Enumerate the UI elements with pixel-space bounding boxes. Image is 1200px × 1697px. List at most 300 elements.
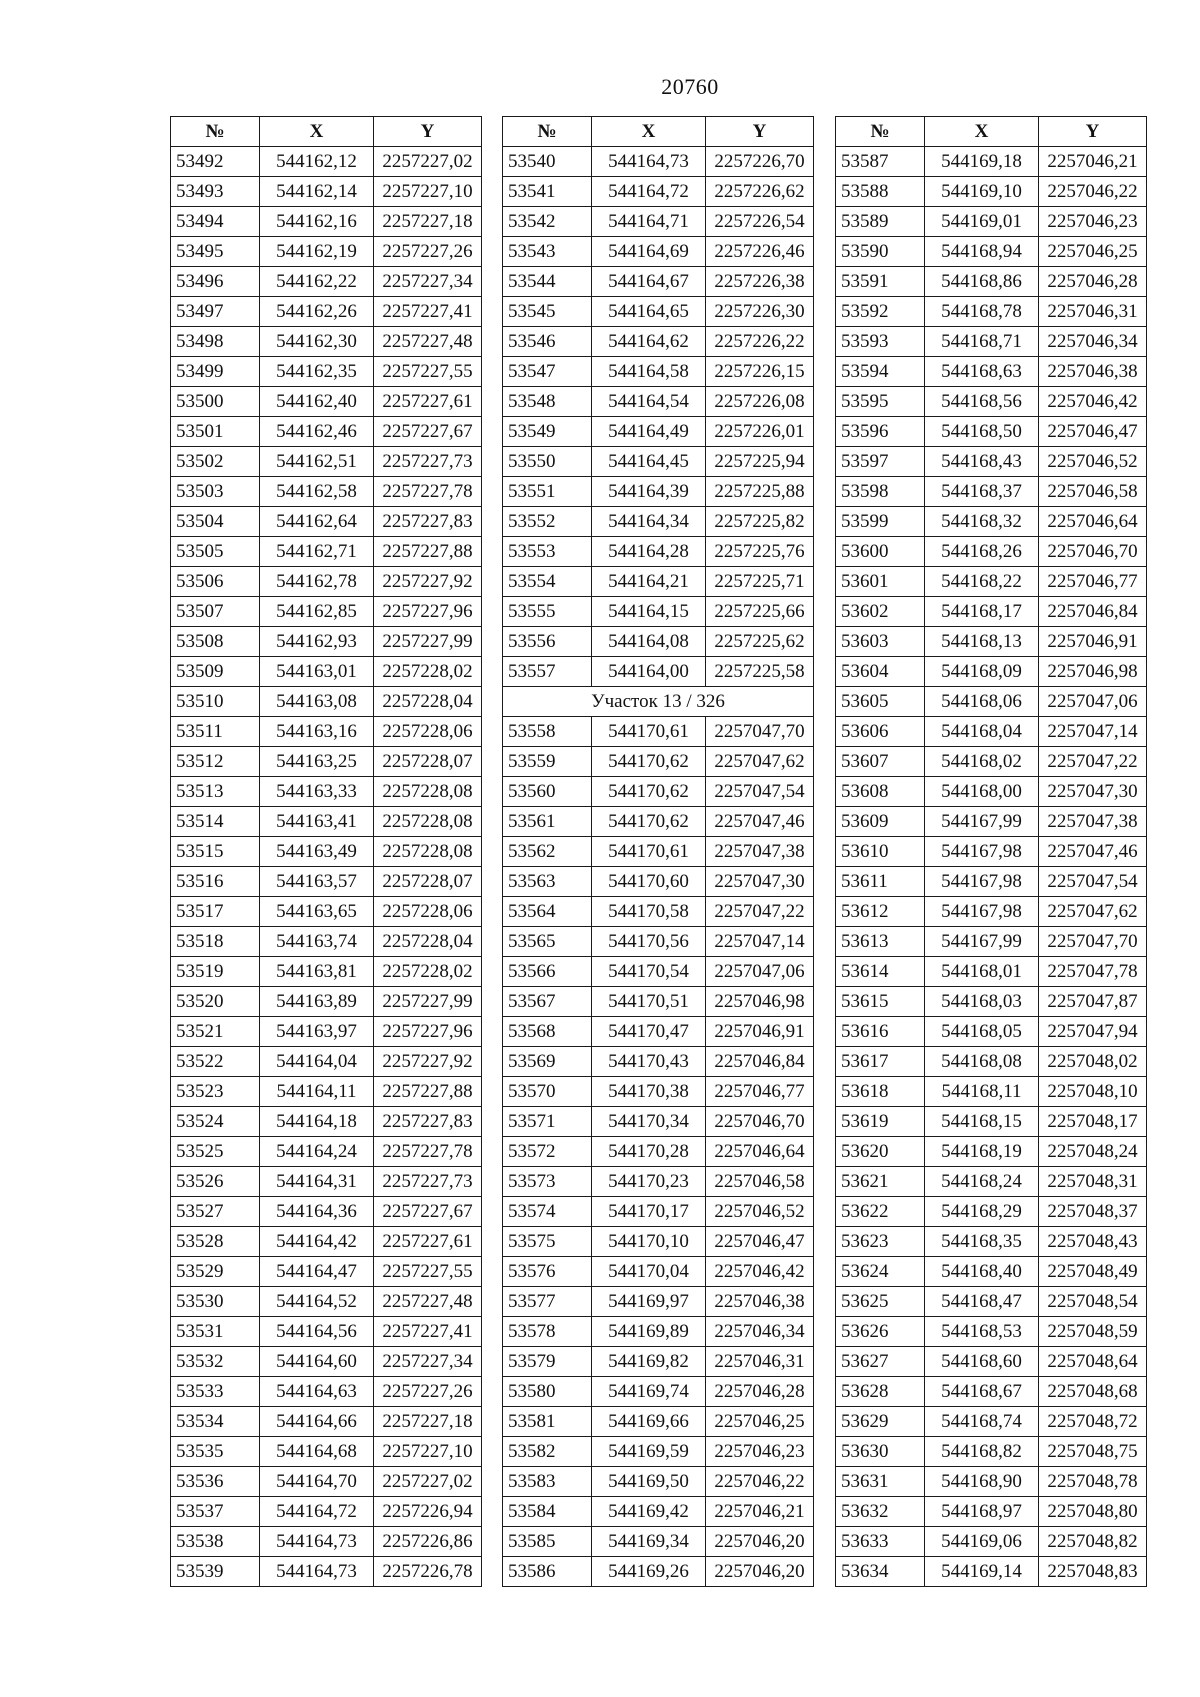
x-coordinate-cell: 544168,56 bbox=[925, 387, 1039, 417]
y-coordinate-cell: 2257046,47 bbox=[1039, 417, 1147, 447]
x-coordinate-cell: 544164,36 bbox=[260, 1197, 374, 1227]
y-coordinate-cell: 2257227,83 bbox=[374, 1107, 482, 1137]
y-coordinate-cell: 2257046,42 bbox=[706, 1257, 814, 1287]
y-coordinate-cell: 2257228,02 bbox=[374, 957, 482, 987]
table-row bbox=[836, 1527, 1147, 1557]
point-number-cell: 53565 bbox=[503, 927, 592, 957]
table-row bbox=[836, 657, 1147, 687]
y-coordinate-cell: 2257046,84 bbox=[706, 1047, 814, 1077]
y-coordinate-cell: 2257047,06 bbox=[706, 957, 814, 987]
table-row bbox=[836, 1167, 1147, 1197]
point-number-cell: 53552 bbox=[503, 507, 592, 537]
x-coordinate-cell: 544170,62 bbox=[592, 777, 706, 807]
point-number-cell: 53584 bbox=[503, 1497, 592, 1527]
x-coordinate-cell: 544164,60 bbox=[260, 1347, 374, 1377]
x-coordinate-cell: 544162,12 bbox=[260, 147, 374, 177]
x-coordinate-cell: 544170,61 bbox=[592, 717, 706, 747]
point-number-cell: 53586 bbox=[503, 1557, 592, 1587]
x-coordinate-cell: 544168,50 bbox=[925, 417, 1039, 447]
section-row bbox=[503, 687, 814, 717]
x-coordinate-cell: 544163,25 bbox=[260, 747, 374, 777]
x-coordinate-cell: 544163,01 bbox=[260, 657, 374, 687]
table-row bbox=[171, 867, 482, 897]
point-number-cell: 53606 bbox=[836, 717, 925, 747]
y-coordinate-cell: 2257225,76 bbox=[706, 537, 814, 567]
y-coordinate-cell: 2257228,08 bbox=[374, 837, 482, 867]
column-header-x: X bbox=[925, 117, 1039, 147]
point-number-cell: 53604 bbox=[836, 657, 925, 687]
table-row bbox=[503, 717, 814, 747]
point-number-cell: 53551 bbox=[503, 477, 592, 507]
table-row bbox=[171, 177, 482, 207]
y-coordinate-cell: 2257046,70 bbox=[706, 1107, 814, 1137]
point-number-cell: 53582 bbox=[503, 1437, 592, 1467]
y-coordinate-cell: 2257228,04 bbox=[374, 927, 482, 957]
y-coordinate-cell: 2257047,78 bbox=[1039, 957, 1147, 987]
y-coordinate-cell: 2257047,70 bbox=[706, 717, 814, 747]
table-row bbox=[171, 927, 482, 957]
point-number-cell: 53496 bbox=[171, 267, 260, 297]
x-coordinate-cell: 544162,35 bbox=[260, 357, 374, 387]
table-row bbox=[171, 1437, 482, 1467]
y-coordinate-cell: 2257227,34 bbox=[374, 1347, 482, 1377]
point-number-cell: 53523 bbox=[171, 1077, 260, 1107]
table-row bbox=[836, 627, 1147, 657]
y-coordinate-cell: 2257227,10 bbox=[374, 177, 482, 207]
point-number-cell: 53611 bbox=[836, 867, 925, 897]
point-number-cell: 53628 bbox=[836, 1377, 925, 1407]
table-header-row bbox=[836, 117, 1147, 147]
point-number-cell: 53605 bbox=[836, 687, 925, 717]
table-row bbox=[171, 1137, 482, 1167]
point-number-cell: 53563 bbox=[503, 867, 592, 897]
table-row bbox=[836, 927, 1147, 957]
table-row bbox=[836, 207, 1147, 237]
point-number-cell: 53567 bbox=[503, 987, 592, 1017]
x-coordinate-cell: 544164,15 bbox=[592, 597, 706, 627]
x-coordinate-cell: 544168,43 bbox=[925, 447, 1039, 477]
point-number-cell: 53504 bbox=[171, 507, 260, 537]
x-coordinate-cell: 544163,74 bbox=[260, 927, 374, 957]
y-coordinate-cell: 2257046,58 bbox=[1039, 477, 1147, 507]
point-number-cell: 53600 bbox=[836, 537, 925, 567]
table-row bbox=[836, 1557, 1147, 1587]
x-coordinate-cell: 544162,64 bbox=[260, 507, 374, 537]
x-coordinate-cell: 544170,56 bbox=[592, 927, 706, 957]
point-number-cell: 53528 bbox=[171, 1227, 260, 1257]
table-row bbox=[503, 1527, 814, 1557]
x-coordinate-cell: 544164,71 bbox=[592, 207, 706, 237]
point-number-cell: 53624 bbox=[836, 1257, 925, 1287]
y-coordinate-cell: 2257046,70 bbox=[1039, 537, 1147, 567]
x-coordinate-cell: 544164,00 bbox=[592, 657, 706, 687]
point-number-cell: 53527 bbox=[171, 1197, 260, 1227]
point-number-cell: 53620 bbox=[836, 1137, 925, 1167]
table-row bbox=[836, 987, 1147, 1017]
y-coordinate-cell: 2257227,61 bbox=[374, 387, 482, 417]
table-row bbox=[503, 1077, 814, 1107]
y-coordinate-cell: 2257046,28 bbox=[1039, 267, 1147, 297]
table-row bbox=[171, 1077, 482, 1107]
x-coordinate-cell: 544170,51 bbox=[592, 987, 706, 1017]
column-header-x: X bbox=[260, 117, 374, 147]
point-number-cell: 53616 bbox=[836, 1017, 925, 1047]
point-number-cell: 53566 bbox=[503, 957, 592, 987]
point-number-cell: 53497 bbox=[171, 297, 260, 327]
table-row bbox=[171, 1287, 482, 1317]
point-number-cell: 53564 bbox=[503, 897, 592, 927]
y-coordinate-cell: 2257048,37 bbox=[1039, 1197, 1147, 1227]
table-row bbox=[503, 507, 814, 537]
column-header-y: Y bbox=[706, 117, 814, 147]
table-header-row bbox=[171, 117, 482, 147]
point-number-cell: 53603 bbox=[836, 627, 925, 657]
y-coordinate-cell: 2257227,83 bbox=[374, 507, 482, 537]
point-number-cell: 53505 bbox=[171, 537, 260, 567]
table-row bbox=[171, 1497, 482, 1527]
point-number-cell: 53538 bbox=[171, 1527, 260, 1557]
table-row bbox=[171, 1227, 482, 1257]
x-coordinate-cell: 544169,42 bbox=[592, 1497, 706, 1527]
x-coordinate-cell: 544164,66 bbox=[260, 1407, 374, 1437]
x-coordinate-cell: 544167,99 bbox=[925, 927, 1039, 957]
table-row bbox=[171, 1557, 482, 1587]
y-coordinate-cell: 2257047,14 bbox=[1039, 717, 1147, 747]
point-number-cell: 53530 bbox=[171, 1287, 260, 1317]
y-coordinate-cell: 2257227,34 bbox=[374, 267, 482, 297]
x-coordinate-cell: 544168,40 bbox=[925, 1257, 1039, 1287]
table-row bbox=[503, 927, 814, 957]
x-coordinate-cell: 544168,90 bbox=[925, 1467, 1039, 1497]
x-coordinate-cell: 544164,47 bbox=[260, 1257, 374, 1287]
coordinates-table-2 bbox=[502, 116, 814, 1587]
table-row bbox=[503, 1377, 814, 1407]
point-number-cell: 53578 bbox=[503, 1317, 592, 1347]
table-row bbox=[171, 537, 482, 567]
point-number-cell: 53627 bbox=[836, 1347, 925, 1377]
table-row bbox=[171, 387, 482, 417]
point-number-cell: 53553 bbox=[503, 537, 592, 567]
point-number-cell: 53610 bbox=[836, 837, 925, 867]
y-coordinate-cell: 2257047,38 bbox=[1039, 807, 1147, 837]
point-number-cell: 53557 bbox=[503, 657, 592, 687]
point-number-cell: 53500 bbox=[171, 387, 260, 417]
x-coordinate-cell: 544164,73 bbox=[260, 1557, 374, 1587]
x-coordinate-cell: 544169,66 bbox=[592, 1407, 706, 1437]
y-coordinate-cell: 2257048,75 bbox=[1039, 1437, 1147, 1467]
point-number-cell: 53588 bbox=[836, 177, 925, 207]
table-row bbox=[171, 1107, 482, 1137]
point-number-cell: 53529 bbox=[171, 1257, 260, 1287]
point-number-cell: 53534 bbox=[171, 1407, 260, 1437]
x-coordinate-cell: 544168,22 bbox=[925, 567, 1039, 597]
point-number-cell: 53590 bbox=[836, 237, 925, 267]
point-number-cell: 53499 bbox=[171, 357, 260, 387]
y-coordinate-cell: 2257228,06 bbox=[374, 897, 482, 927]
y-coordinate-cell: 2257047,54 bbox=[706, 777, 814, 807]
y-coordinate-cell: 2257227,10 bbox=[374, 1437, 482, 1467]
x-coordinate-cell: 544167,99 bbox=[925, 807, 1039, 837]
table-row bbox=[503, 207, 814, 237]
table-row bbox=[503, 807, 814, 837]
y-coordinate-cell: 2257046,21 bbox=[1039, 147, 1147, 177]
point-number-cell: 53633 bbox=[836, 1527, 925, 1557]
x-coordinate-cell: 544163,97 bbox=[260, 1017, 374, 1047]
y-coordinate-cell: 2257047,14 bbox=[706, 927, 814, 957]
x-coordinate-cell: 544168,74 bbox=[925, 1407, 1039, 1437]
x-coordinate-cell: 544168,63 bbox=[925, 357, 1039, 387]
table-row bbox=[503, 747, 814, 777]
y-coordinate-cell: 2257228,02 bbox=[374, 657, 482, 687]
x-coordinate-cell: 544164,08 bbox=[592, 627, 706, 657]
point-number-cell: 53510 bbox=[171, 687, 260, 717]
point-number-cell: 53597 bbox=[836, 447, 925, 477]
table-row bbox=[836, 327, 1147, 357]
y-coordinate-cell: 2257227,67 bbox=[374, 1197, 482, 1227]
table-row bbox=[836, 1317, 1147, 1347]
point-number-cell: 53568 bbox=[503, 1017, 592, 1047]
point-number-cell: 53572 bbox=[503, 1137, 592, 1167]
point-number-cell: 53522 bbox=[171, 1047, 260, 1077]
y-coordinate-cell: 2257227,99 bbox=[374, 627, 482, 657]
y-coordinate-cell: 2257226,86 bbox=[374, 1527, 482, 1557]
y-coordinate-cell: 2257226,15 bbox=[706, 357, 814, 387]
x-coordinate-cell: 544168,04 bbox=[925, 717, 1039, 747]
x-coordinate-cell: 544168,32 bbox=[925, 507, 1039, 537]
x-coordinate-cell: 544168,47 bbox=[925, 1287, 1039, 1317]
y-coordinate-cell: 2257227,67 bbox=[374, 417, 482, 447]
table-row bbox=[171, 1347, 482, 1377]
point-number-cell: 53560 bbox=[503, 777, 592, 807]
y-coordinate-cell: 2257228,06 bbox=[374, 717, 482, 747]
x-coordinate-cell: 544164,63 bbox=[260, 1377, 374, 1407]
y-coordinate-cell: 2257225,58 bbox=[706, 657, 814, 687]
table-row bbox=[503, 1137, 814, 1167]
y-coordinate-cell: 2257227,88 bbox=[374, 1077, 482, 1107]
y-coordinate-cell: 2257048,10 bbox=[1039, 1077, 1147, 1107]
y-coordinate-cell: 2257227,96 bbox=[374, 1017, 482, 1047]
table-row bbox=[503, 987, 814, 1017]
y-coordinate-cell: 2257225,82 bbox=[706, 507, 814, 537]
table-row bbox=[171, 777, 482, 807]
table-row bbox=[171, 1047, 482, 1077]
x-coordinate-cell: 544170,62 bbox=[592, 807, 706, 837]
point-number-cell: 53539 bbox=[171, 1557, 260, 1587]
y-coordinate-cell: 2257047,30 bbox=[1039, 777, 1147, 807]
table-row bbox=[836, 837, 1147, 867]
point-number-cell: 53575 bbox=[503, 1227, 592, 1257]
y-coordinate-cell: 2257227,02 bbox=[374, 147, 482, 177]
y-coordinate-cell: 2257046,98 bbox=[1039, 657, 1147, 687]
point-number-cell: 53554 bbox=[503, 567, 592, 597]
y-coordinate-cell: 2257046,52 bbox=[706, 1197, 814, 1227]
point-number-cell: 53581 bbox=[503, 1407, 592, 1437]
point-number-cell: 53602 bbox=[836, 597, 925, 627]
point-number-cell: 53550 bbox=[503, 447, 592, 477]
point-number-cell: 53593 bbox=[836, 327, 925, 357]
table-row bbox=[836, 1497, 1147, 1527]
x-coordinate-cell: 544169,26 bbox=[592, 1557, 706, 1587]
x-coordinate-cell: 544164,72 bbox=[592, 177, 706, 207]
point-number-cell: 53617 bbox=[836, 1047, 925, 1077]
point-number-cell: 53580 bbox=[503, 1377, 592, 1407]
table-row bbox=[503, 567, 814, 597]
y-coordinate-cell: 2257228,07 bbox=[374, 867, 482, 897]
y-coordinate-cell: 2257227,41 bbox=[374, 1317, 482, 1347]
table-row bbox=[503, 327, 814, 357]
table-row bbox=[171, 627, 482, 657]
table-row bbox=[503, 1347, 814, 1377]
table-row bbox=[836, 297, 1147, 327]
y-coordinate-cell: 2257047,38 bbox=[706, 837, 814, 867]
point-number-cell: 53543 bbox=[503, 237, 592, 267]
x-coordinate-cell: 544162,71 bbox=[260, 537, 374, 567]
y-coordinate-cell: 2257048,17 bbox=[1039, 1107, 1147, 1137]
y-coordinate-cell: 2257228,07 bbox=[374, 747, 482, 777]
table-row bbox=[503, 1557, 814, 1587]
point-number-cell: 53541 bbox=[503, 177, 592, 207]
table-row bbox=[171, 987, 482, 1017]
y-coordinate-cell: 2257048,59 bbox=[1039, 1317, 1147, 1347]
x-coordinate-cell: 544170,62 bbox=[592, 747, 706, 777]
x-coordinate-cell: 544168,06 bbox=[925, 687, 1039, 717]
point-number-cell: 53571 bbox=[503, 1107, 592, 1137]
table-row bbox=[503, 777, 814, 807]
point-number-cell: 53532 bbox=[171, 1347, 260, 1377]
x-coordinate-cell: 544164,56 bbox=[260, 1317, 374, 1347]
point-number-cell: 53622 bbox=[836, 1197, 925, 1227]
point-number-cell: 53558 bbox=[503, 717, 592, 747]
table-row bbox=[171, 267, 482, 297]
x-coordinate-cell: 544163,89 bbox=[260, 987, 374, 1017]
y-coordinate-cell: 2257227,99 bbox=[374, 987, 482, 1017]
table-row bbox=[503, 477, 814, 507]
y-coordinate-cell: 2257048,68 bbox=[1039, 1377, 1147, 1407]
point-number-cell: 53525 bbox=[171, 1137, 260, 1167]
point-number-cell: 53535 bbox=[171, 1437, 260, 1467]
x-coordinate-cell: 544170,47 bbox=[592, 1017, 706, 1047]
point-number-cell: 53609 bbox=[836, 807, 925, 837]
x-coordinate-cell: 544164,42 bbox=[260, 1227, 374, 1257]
point-number-cell: 53526 bbox=[171, 1167, 260, 1197]
column-header-x: X bbox=[592, 117, 706, 147]
table-row bbox=[171, 357, 482, 387]
point-number-cell: 53599 bbox=[836, 507, 925, 537]
y-coordinate-cell: 2257226,46 bbox=[706, 237, 814, 267]
y-coordinate-cell: 2257047,87 bbox=[1039, 987, 1147, 1017]
x-coordinate-cell: 544162,51 bbox=[260, 447, 374, 477]
y-coordinate-cell: 2257046,77 bbox=[706, 1077, 814, 1107]
y-coordinate-cell: 2257046,84 bbox=[1039, 597, 1147, 627]
y-coordinate-cell: 2257047,22 bbox=[706, 897, 814, 927]
x-coordinate-cell: 544164,04 bbox=[260, 1047, 374, 1077]
y-coordinate-cell: 2257047,62 bbox=[1039, 897, 1147, 927]
y-coordinate-cell: 2257227,18 bbox=[374, 1407, 482, 1437]
x-coordinate-cell: 544168,71 bbox=[925, 327, 1039, 357]
table-row bbox=[836, 1137, 1147, 1167]
x-coordinate-cell: 544162,93 bbox=[260, 627, 374, 657]
x-coordinate-cell: 544168,29 bbox=[925, 1197, 1039, 1227]
y-coordinate-cell: 2257046,38 bbox=[1039, 357, 1147, 387]
table-row bbox=[503, 837, 814, 867]
x-coordinate-cell: 544163,08 bbox=[260, 687, 374, 717]
point-number-cell: 53595 bbox=[836, 387, 925, 417]
y-coordinate-cell: 2257048,80 bbox=[1039, 1497, 1147, 1527]
x-coordinate-cell: 544168,97 bbox=[925, 1497, 1039, 1527]
point-number-cell: 53562 bbox=[503, 837, 592, 867]
x-coordinate-cell: 544168,78 bbox=[925, 297, 1039, 327]
y-coordinate-cell: 2257046,47 bbox=[706, 1227, 814, 1257]
x-coordinate-cell: 544168,00 bbox=[925, 777, 1039, 807]
x-coordinate-cell: 544169,06 bbox=[925, 1527, 1039, 1557]
x-coordinate-cell: 544169,14 bbox=[925, 1557, 1039, 1587]
y-coordinate-cell: 2257046,64 bbox=[706, 1137, 814, 1167]
x-coordinate-cell: 544169,89 bbox=[592, 1317, 706, 1347]
table-row bbox=[171, 1017, 482, 1047]
x-coordinate-cell: 544162,78 bbox=[260, 567, 374, 597]
y-coordinate-cell: 2257227,96 bbox=[374, 597, 482, 627]
point-number-cell: 53619 bbox=[836, 1107, 925, 1137]
x-coordinate-cell: 544164,67 bbox=[592, 267, 706, 297]
table-row bbox=[836, 1107, 1147, 1137]
table-row bbox=[836, 267, 1147, 297]
x-coordinate-cell: 544168,26 bbox=[925, 537, 1039, 567]
y-coordinate-cell: 2257047,54 bbox=[1039, 867, 1147, 897]
table-row bbox=[503, 1287, 814, 1317]
point-number-cell: 53537 bbox=[171, 1497, 260, 1527]
y-coordinate-cell: 2257226,70 bbox=[706, 147, 814, 177]
x-coordinate-cell: 544162,40 bbox=[260, 387, 374, 417]
point-number-cell: 53576 bbox=[503, 1257, 592, 1287]
y-coordinate-cell: 2257048,83 bbox=[1039, 1557, 1147, 1587]
y-coordinate-cell: 2257048,64 bbox=[1039, 1347, 1147, 1377]
x-coordinate-cell: 544168,82 bbox=[925, 1437, 1039, 1467]
point-number-cell: 53547 bbox=[503, 357, 592, 387]
table-row bbox=[171, 207, 482, 237]
x-coordinate-cell: 544170,04 bbox=[592, 1257, 706, 1287]
x-coordinate-cell: 544164,34 bbox=[592, 507, 706, 537]
x-coordinate-cell: 544164,21 bbox=[592, 567, 706, 597]
point-number-cell: 53621 bbox=[836, 1167, 925, 1197]
x-coordinate-cell: 544170,34 bbox=[592, 1107, 706, 1137]
point-number-cell: 53508 bbox=[171, 627, 260, 657]
point-number-cell: 53559 bbox=[503, 747, 592, 777]
table-row bbox=[503, 1017, 814, 1047]
point-number-cell: 53569 bbox=[503, 1047, 592, 1077]
point-number-cell: 53548 bbox=[503, 387, 592, 417]
table-row bbox=[836, 1437, 1147, 1467]
table-row bbox=[503, 897, 814, 927]
table-row bbox=[503, 237, 814, 267]
y-coordinate-cell: 2257046,34 bbox=[1039, 327, 1147, 357]
table-row bbox=[836, 747, 1147, 777]
x-coordinate-cell: 544168,13 bbox=[925, 627, 1039, 657]
table-row bbox=[503, 417, 814, 447]
point-number-cell: 53515 bbox=[171, 837, 260, 867]
point-number-cell: 53614 bbox=[836, 957, 925, 987]
table-row bbox=[503, 357, 814, 387]
x-coordinate-cell: 544169,59 bbox=[592, 1437, 706, 1467]
x-coordinate-cell: 544162,14 bbox=[260, 177, 374, 207]
point-number-cell: 53612 bbox=[836, 897, 925, 927]
section-title: Участок 13 / 326 bbox=[503, 687, 814, 717]
point-number-cell: 53613 bbox=[836, 927, 925, 957]
x-coordinate-cell: 544167,98 bbox=[925, 867, 1039, 897]
table-row bbox=[836, 1017, 1147, 1047]
y-coordinate-cell: 2257046,23 bbox=[1039, 207, 1147, 237]
y-coordinate-cell: 2257048,49 bbox=[1039, 1257, 1147, 1287]
table-row bbox=[836, 1197, 1147, 1227]
